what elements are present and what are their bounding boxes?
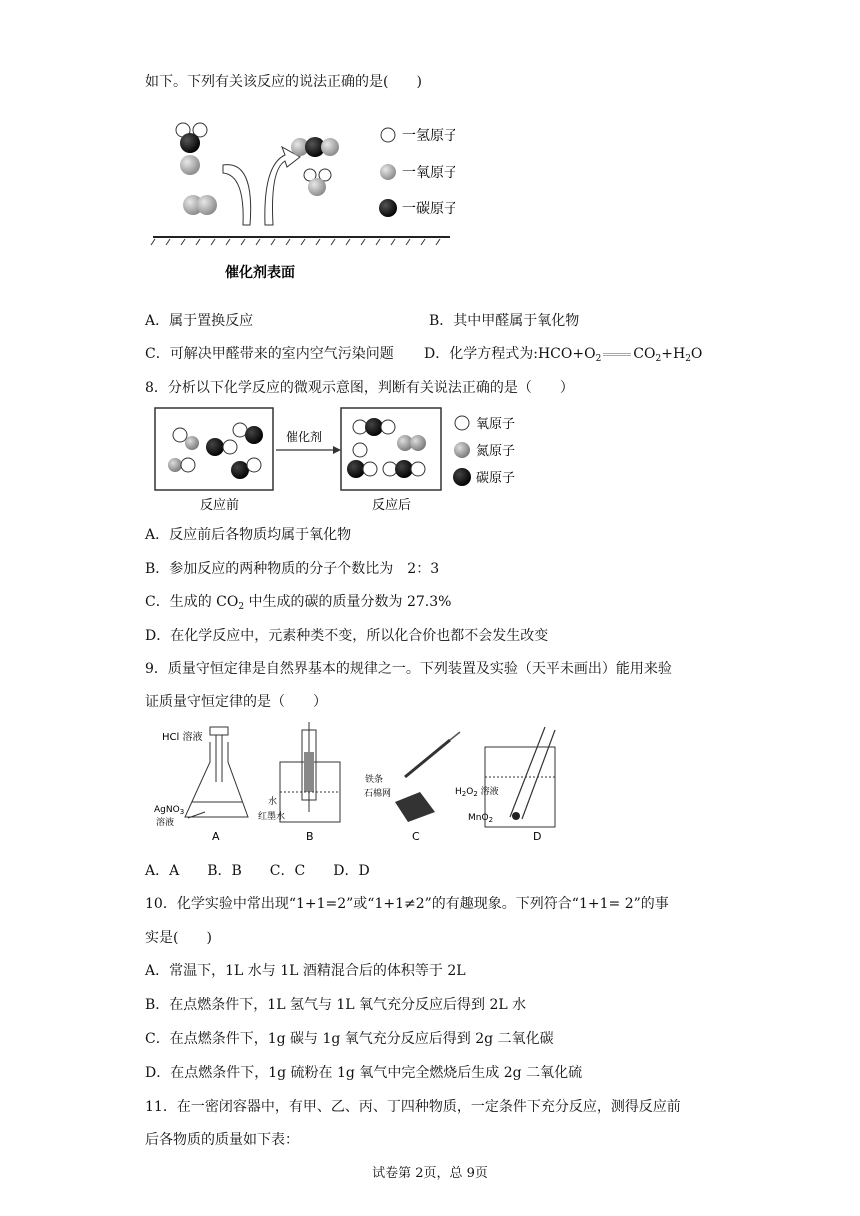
q7-stem-tail: 如下。下列有关该反应的说法正确的是( ) xyxy=(145,74,422,90)
label-a: A xyxy=(212,830,220,843)
q7-figure xyxy=(145,105,455,290)
label-d: D xyxy=(533,830,542,843)
svg-text:MnO2: MnO$_2$ xyxy=(468,813,494,824)
q7-option-c: C．可解决甲醛带来的室内空气污染问题 xyxy=(145,346,394,362)
label-b: B xyxy=(306,830,314,843)
legend-carbon: 一碳原子 xyxy=(402,201,455,217)
q10-option-d: D．在点燃条件下，1g 硫粉在 1g 氧气中完全燃烧后生成 2g 二氧化硫 xyxy=(145,1065,583,1081)
q8-option-d: D．在化学反应中，元素种类不变，所以化合价也都不会发生改变 xyxy=(145,628,549,644)
legend-oxygen: 一氧原子 xyxy=(402,165,455,181)
after-caption: 反应后 xyxy=(372,498,412,513)
q10-stem-line2: 实是( ) xyxy=(145,930,212,946)
q8-figure xyxy=(150,405,530,515)
catalyst-arrow-label: 催化剂 xyxy=(286,430,323,444)
apparatus-diagram xyxy=(150,722,590,847)
q7-option-a: A．属于置换反应 xyxy=(145,313,254,329)
q9-stem-line2: 证质量守恒定律的是（ ） xyxy=(145,694,327,710)
svg-text:红墨水: 红墨水 xyxy=(258,812,286,822)
q7-option-d: D．化学方程式为$:HCO+O_2$ $CO_2+H_2O$ xyxy=(424,346,703,364)
svg-text:H2O2 溶液: $H_2O_2$ 溶液 xyxy=(455,787,499,798)
q10-option-c: C．在点燃条件下，1g 碳与 1g 氧气充分反应后得到 2g 二氧化碳 xyxy=(145,1031,554,1047)
page-footer: 试卷第 2页，总 9页 xyxy=(372,1166,488,1181)
legend-oxygen: 氧原子 xyxy=(476,417,516,432)
q9-stem-line1: 9．质量守恒定律是自然界基本的规律之一。下列装置及实验（天平未画出）能用来验 xyxy=(145,661,672,677)
legend-nitrogen: 氮原子 xyxy=(476,444,516,459)
q10-option-b: B．在点燃条件下，1L 氢气与 1L 氧气充分反应后得到 2L 水 xyxy=(145,997,527,1013)
catalyst-caption: 催化剂表面 xyxy=(225,265,295,281)
svg-text:石棉网: 石棉网 xyxy=(364,789,392,799)
q11-stem-line1: 11．在一密闭容器中，有甲、乙、丙、丁四种物质，一定条件下充分反应，测得反应前 xyxy=(145,1099,681,1115)
equation-equals-bar xyxy=(603,353,631,356)
svg-text:溶液: 溶液 xyxy=(156,818,175,828)
q8-option-a: A．反应前后各物质均属于氧化物 xyxy=(145,527,352,543)
q9-options: A．A B．B C．C D．D xyxy=(145,863,370,879)
q7-option-b: B．其中甲醛属于氧化物 xyxy=(429,313,580,329)
catalyst-reaction-diagram xyxy=(145,105,455,290)
micro-reaction-diagram xyxy=(150,405,530,515)
svg-text:铁条: 铁条 xyxy=(365,775,384,785)
q11-stem-line2: 后各物质的质量如下表： xyxy=(145,1132,299,1148)
q10-stem-line1: 10．化学实验中常出现“1+1=2”或“1+1≠2”的有趣现象。下列符合“1+1= 2”的事 xyxy=(145,896,669,912)
legend-hydrogen: 一氢原子 xyxy=(402,128,455,144)
svg-text:AgNO3: AgNO$_3$ xyxy=(154,805,185,816)
q8-option-c: C．生成的 $CO_2$ 中生成的碳的质量分数为 27.3% xyxy=(145,594,452,612)
q10-option-a: A．常温下，1L 水与 1L 酒精混合后的体积等于 2L xyxy=(145,963,466,979)
q8-stem: 8．分析以下化学反应的微观示意图，判断有关说法正确的是（ ） xyxy=(145,380,574,396)
legend-carbon: 碳原子 xyxy=(476,471,516,486)
q9-figure xyxy=(150,722,590,847)
q8-option-b: B．参加反应的两种物质的分子个数比为 2：3 xyxy=(145,561,440,577)
label-c: C xyxy=(412,830,420,843)
svg-text:水: 水 xyxy=(268,797,278,807)
before-caption: 反应前 xyxy=(200,498,240,513)
hcl-label: HCl 溶液 xyxy=(162,732,203,743)
